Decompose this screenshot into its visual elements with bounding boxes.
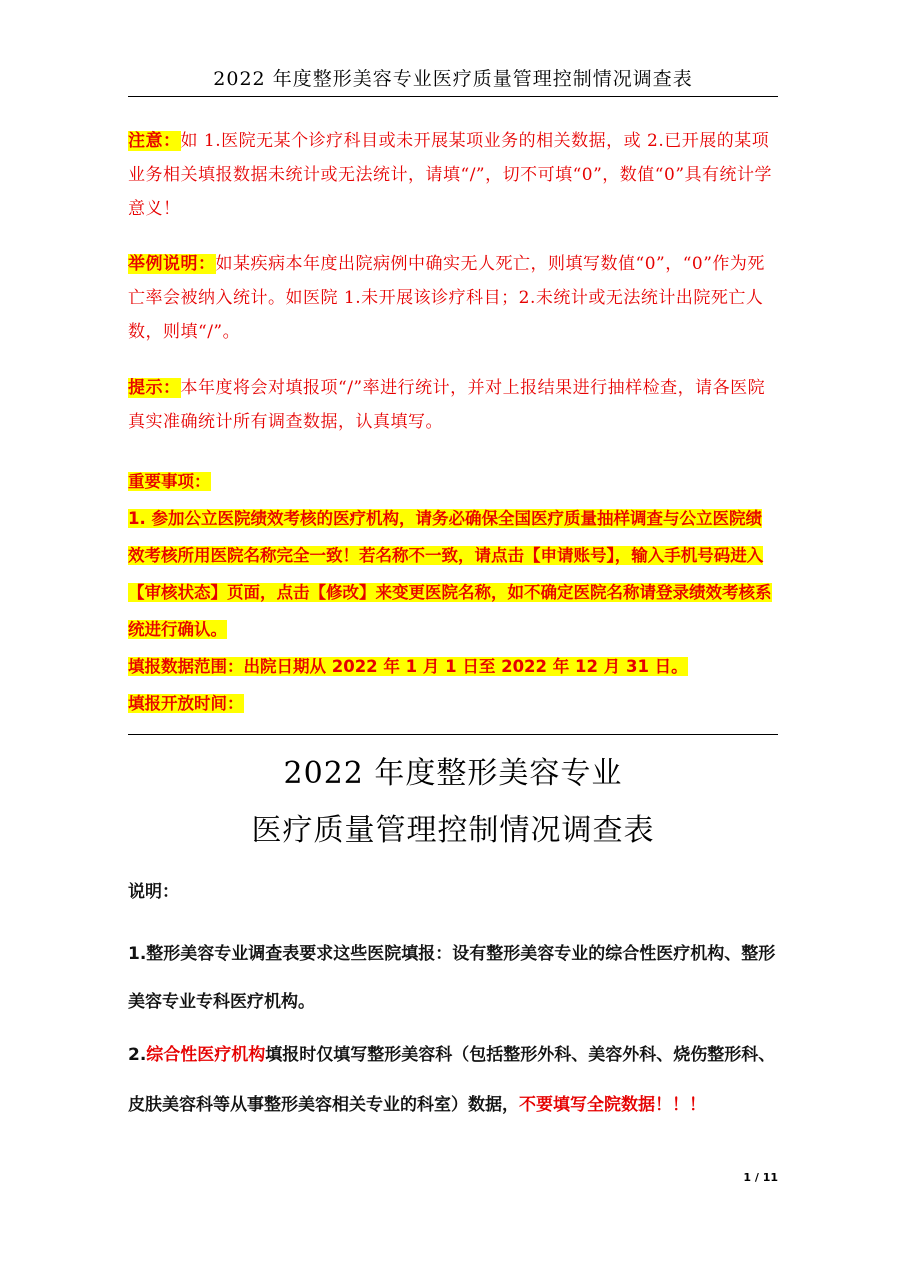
notice-tip-text: 本年度将会对填报项“/”率进行统计，并对上报结果进行抽样检查，请各医院真实准确统计所有调查数据，认真填写。 <box>128 378 766 432</box>
notice-attention <box>128 124 778 226</box>
notice-example <box>128 247 778 349</box>
explanation-item-2-warning: 不要填写全院数据！！！ <box>519 1095 706 1115</box>
notice-attention-text: 如 1.医院无某个诊疗科目或未开展某项业务的相关数据，或 2.已开展的某项业务相关填报数据未统计或无法统计，请填“/”，切不可填“0”，数值“0”具有统计学意义！ <box>128 131 773 219</box>
header-divider <box>128 96 778 97</box>
explanation-item-2-highlight: 综合性医疗机构 <box>146 1045 266 1065</box>
page-number: 1 / 11 <box>743 1171 778 1184</box>
notice-example-text: 如某疾病本年度出院病例中确实无人死亡，则填写数值“0”，“0”作为死亡率会被纳入统计。如医院 1.未开展该诊疗科目；2.未统计或无法统计出院死亡人数，则填“/”。 <box>128 254 765 342</box>
main-title-line-2: 医疗质量管理控制情况调查表 <box>251 813 655 848</box>
explanation-item-1-text: 1.整形美容专业调查表要求这些医院填报：设有整形美容专业的综合性医疗机构、整形美容专业专科医疗机构。 <box>128 944 776 1012</box>
open-time: 填报开放时间： <box>128 694 244 713</box>
main-title-line-1: 2022 年度整形美容专业 <box>283 756 623 791</box>
explanation-item-1 <box>128 930 778 1026</box>
explanation-item-2-prefix: 2. <box>128 1045 147 1065</box>
data-range: 填报数据范围：出院日期从 2022 年 1 月 1 日至 2022 年 12 月 31 日。 <box>128 657 688 676</box>
notice-tip <box>128 371 778 439</box>
section-divider <box>128 734 778 735</box>
explanation-item-2-text: 填报时仅填写整形美容科（包括整形外科、美容外科、烧伤整形科、皮肤美容科等从事整形美容相关专业的科室）数据， <box>128 1045 776 1115</box>
explanation-item-2 <box>128 1030 778 1130</box>
notice-example-label: 举例说明： <box>128 254 216 274</box>
important-section <box>128 463 778 722</box>
notice-attention-label: 注意： <box>128 131 181 151</box>
important-item-1: 1. 参加公立医院绩效考核的医疗机构，请务必确保全国医疗质量抽样调查与公立医院绩效考核所用医院名称完全一致！若名称不一致，请点击【申请账号】，输入手机号码进入【审核状态】页面，点击【修改】来变更医院名称，如不确定医院名称请登录绩效考核系统进行确认。 <box>128 509 772 639</box>
notice-tip-label: 提示： <box>128 378 181 398</box>
running-header: 2022 年度整形美容专业医疗质量管理控制情况调查表 <box>213 68 693 90</box>
explanation-heading: 说明： <box>128 882 179 902</box>
important-heading: 重要事项： <box>128 472 211 491</box>
